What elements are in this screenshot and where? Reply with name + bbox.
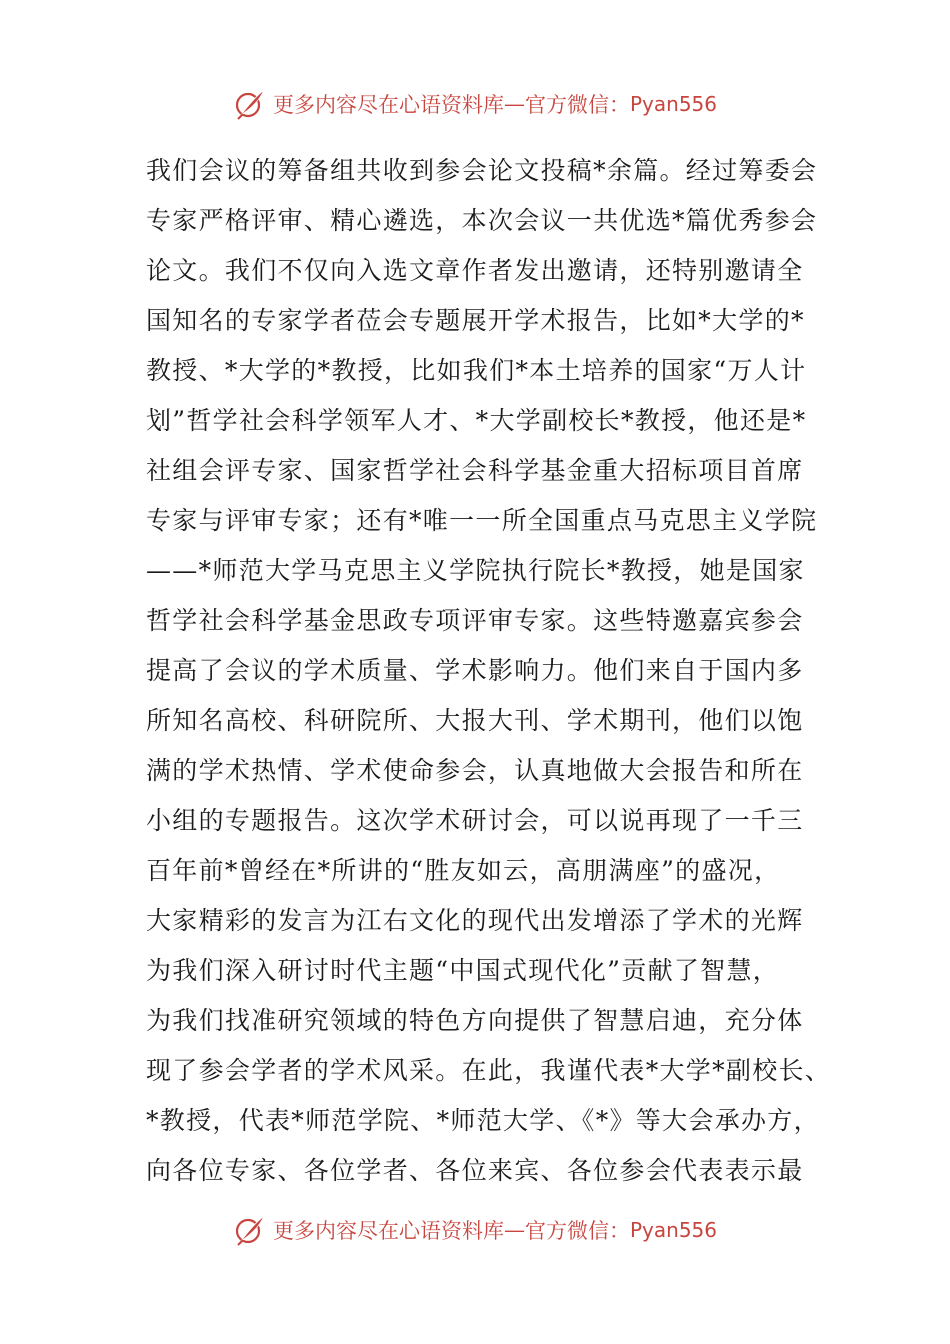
document-body <box>146 146 832 1196</box>
body-line: 国知名的专家学者莅会专题展开学术报告，比如*大学的* <box>146 306 805 335</box>
banner-text: 更多内容尽在心语资料库 <box>272 93 504 117</box>
banner-suffix: 官方微信： <box>524 1219 630 1243</box>
body-line: 小组的专题报告。这次学术研讨会，可以说再现了一千三 <box>146 806 804 835</box>
body-line: 划”哲学社会科学领军人才、*大学副校长*教授，他还是* <box>146 406 807 435</box>
banner-wechat-id: Pyan556 <box>629 1218 717 1242</box>
quill-pen-logo-icon <box>233 87 267 121</box>
body-line: 现了参会学者的学术风采。在此，我谨代表*大学*副校长、 <box>146 1056 832 1085</box>
body-line: 所知名高校、科研院所、大报大刊、学术期刊，他们以饱 <box>146 706 804 735</box>
body-line: 我们会议的筹备组共收到参会论文投稿*余篇。经过筹委会 <box>146 156 818 185</box>
body-line: 满的学术热情、学术使命参会，认真地做大会报告和所在 <box>146 756 804 785</box>
body-line: 哲学社会科学基金思政专项评审专家。这些特邀嘉宾参会 <box>146 606 804 635</box>
body-line: 向各位专家、各位学者、各位来宾、各位参会代表表示最 <box>146 1156 804 1185</box>
header-banner <box>0 84 950 124</box>
body-line: 百年前*曾经在*所讲的“胜友如云，高朋满座”的盛况， <box>146 856 781 885</box>
banner-dash: — <box>503 1218 525 1242</box>
body-line: 为我们深入研讨时代主题“中国式现代化”贡献了智慧， <box>146 956 780 985</box>
body-line: 论文。我们不仅向入选文章作者发出邀请，还特别邀请全 <box>146 256 804 285</box>
body-line: 为我们找准研究领域的特色方向提供了智慧启迪，充分体 <box>146 1006 804 1035</box>
body-line: 专家严格评审、精心遴选，本次会议一共优选*篇优秀参会 <box>146 206 818 235</box>
footer-banner <box>0 1210 950 1250</box>
body-line: 提高了会议的学术质量、学术影响力。他们来自于国内多 <box>146 656 804 685</box>
banner-text: 更多内容尽在心语资料库 <box>272 1219 504 1243</box>
quill-pen-logo-icon <box>233 1213 267 1247</box>
body-line: *教授，代表*师范学院、*师范大学、《*》等大会承办方， <box>146 1106 820 1135</box>
body-line: 教授、*大学的*教授，比如我们*本土培养的国家“万人计 <box>146 356 807 385</box>
banner-suffix: 官方微信： <box>524 93 630 117</box>
banner-wechat-id: Pyan556 <box>629 92 717 116</box>
banner-dash: — <box>503 92 525 116</box>
body-line: 社组会评专家、国家哲学社会科学基金重大招标项目首席 <box>146 456 804 485</box>
body-line: ——*师范大学马克思主义学院执行院长*教授，她是国家 <box>146 556 805 585</box>
body-line: 大家精彩的发言为江右文化的现代出发增添了学术的光辉 <box>146 906 804 935</box>
body-line: 专家与评审专家；还有*唯一一所全国重点马克思主义学院 <box>146 506 818 535</box>
